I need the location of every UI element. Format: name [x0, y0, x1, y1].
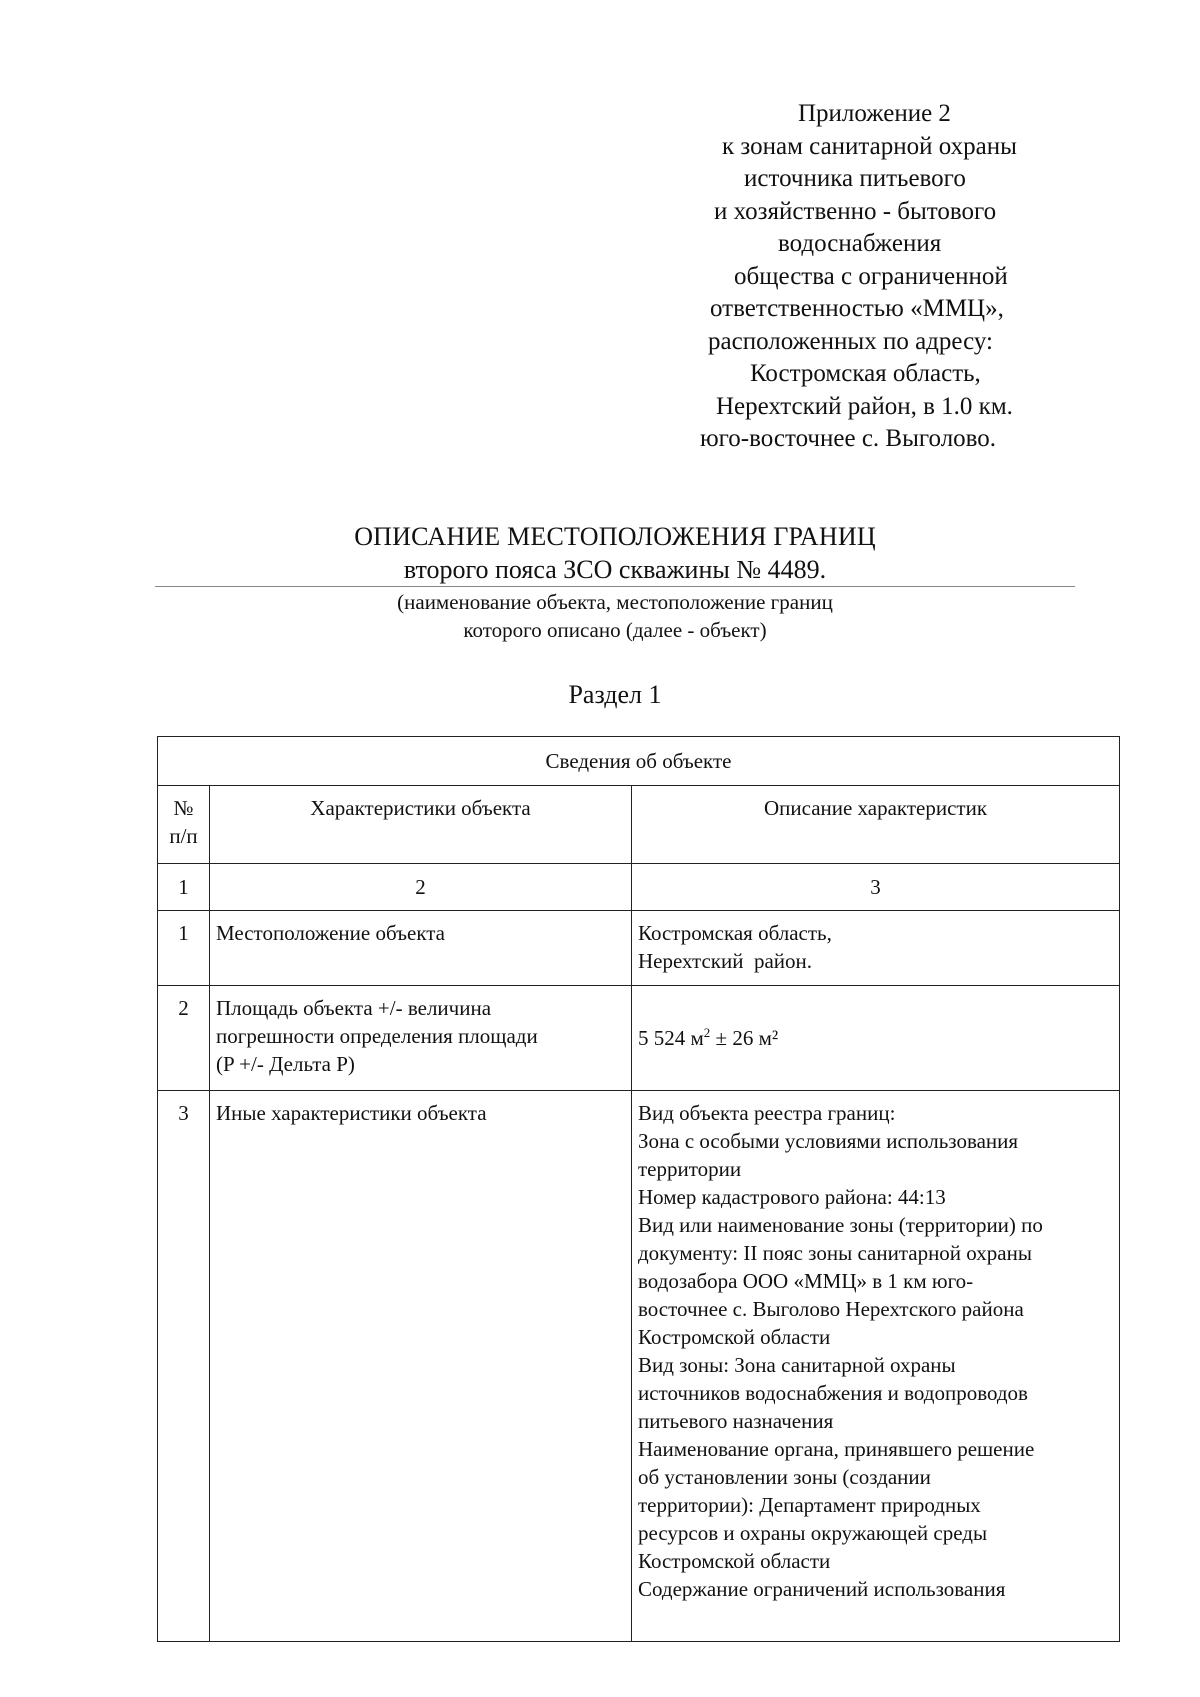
caption-line: которого описано (далее - объект) — [463, 618, 767, 642]
table-header-row — [158, 786, 1120, 864]
description-line: территории — [638, 1157, 742, 1181]
characteristic-line: погрешности определения площади — [216, 1024, 538, 1048]
document-subtitle: второго пояса ЗСО скважины № 4489. — [403, 555, 827, 584]
table-caption: Сведения об объекте — [158, 737, 1120, 786]
description-line: источников водоснабжения и водопроводов — [638, 1381, 1028, 1405]
area-value: 5 524 м — [638, 1026, 704, 1050]
table-row — [158, 986, 1120, 1091]
row-description — [632, 986, 1120, 1091]
appendix-line: ответственностью «ММЦ», — [710, 295, 1004, 322]
object-caption — [150, 588, 1080, 644]
row-number: 3 — [158, 1091, 210, 1642]
row-characteristic: Местоположение объекта — [210, 911, 632, 986]
description-line: Наименование органа, принявшего решение — [638, 1437, 1035, 1461]
header-number-line: № — [173, 796, 194, 820]
row-number: 1 — [158, 911, 210, 986]
description-line: Вид объекта реестра границ: — [638, 1101, 896, 1125]
column-index: 2 — [210, 864, 632, 911]
header-number — [158, 786, 210, 864]
description-line: Костромской области — [638, 1325, 831, 1349]
description-line: восточнее с. Выголово Нерехтского района — [638, 1297, 1024, 1321]
description-line: Вид или наименование зоны (территории) по — [638, 1213, 1043, 1237]
description-line: документу: II пояс зоны санитарной охраны — [638, 1241, 1032, 1265]
appendix-line: Нерехтский район, в 1.0 км. — [716, 392, 1013, 420]
description-line: ресурсов и охраны окружающей среды — [638, 1521, 988, 1545]
table-caption-row — [158, 737, 1120, 786]
appendix-header — [680, 98, 1040, 456]
description-line: Вид зоны: Зона санитарной охраны — [638, 1353, 956, 1377]
header-characteristics: Характеристики объекта — [210, 786, 632, 864]
section-title: Раздел 1 — [568, 680, 662, 709]
object-info-table — [157, 736, 1120, 1642]
description-line: Костромской области — [638, 1549, 831, 1573]
title-underline — [155, 586, 1075, 587]
row-number: 2 — [158, 986, 210, 1091]
description-line: Нерехтский район. — [638, 949, 812, 973]
area-error: ± 26 м² — [710, 1026, 779, 1050]
row-description — [632, 911, 1120, 986]
row-characteristic: Иные характеристики объекта — [210, 1091, 632, 1642]
description-line: Зона с особыми условиями использования — [638, 1129, 1019, 1153]
appendix-line: и хозяйственно - бытового — [714, 197, 997, 225]
row-description — [632, 1091, 1120, 1642]
document-title-block — [150, 520, 1080, 586]
description-line: водозабора ООО «ММЦ» в 1 км юго- — [638, 1269, 974, 1293]
characteristic-line: Площадь объекта +/- величина — [216, 996, 492, 1020]
appendix-line: юго-восточнее с. Выголово. — [700, 425, 997, 452]
column-index: 1 — [158, 864, 210, 911]
table-index-row — [158, 864, 1120, 911]
table-row — [158, 911, 1120, 986]
appendix-line: Приложение 2 — [798, 100, 951, 127]
description-line: питьевого назначения — [638, 1409, 834, 1433]
column-index: 3 — [632, 864, 1120, 911]
description-line: Содержание ограничений использования — [638, 1577, 1006, 1601]
appendix-line: водоснабжения — [778, 230, 942, 257]
area-unit-superscript: 2 — [703, 1025, 711, 1040]
header-number-line: п/п — [169, 824, 198, 848]
appendix-line: расположенных по адресу: — [708, 327, 993, 355]
document-title: ОПИСАНИЕ МЕСТОПОЛОЖЕНИЯ ГРАНИЦ — [354, 522, 876, 551]
description-line: территории): Департамент природных — [638, 1493, 981, 1517]
appendix-line: источника питьевого — [744, 165, 966, 192]
appendix-line: общества с ограниченной — [734, 262, 1008, 290]
description-line: об установлении зоны (создании — [638, 1465, 931, 1489]
row-characteristic — [210, 986, 632, 1091]
appendix-line: к зонам санитарной охраны — [722, 132, 1017, 160]
caption-line: (наименование объекта, местоположение границ — [397, 590, 833, 614]
characteristic-line: (P +/- Дельта P) — [216, 1052, 355, 1076]
description-line: Костромская область, — [638, 921, 832, 945]
table-row — [158, 1091, 1120, 1642]
appendix-line: Костромская область, — [750, 360, 981, 387]
header-description: Описание характеристик — [632, 786, 1120, 864]
description-line: Номер кадастрового района: 44:13 — [638, 1185, 946, 1209]
